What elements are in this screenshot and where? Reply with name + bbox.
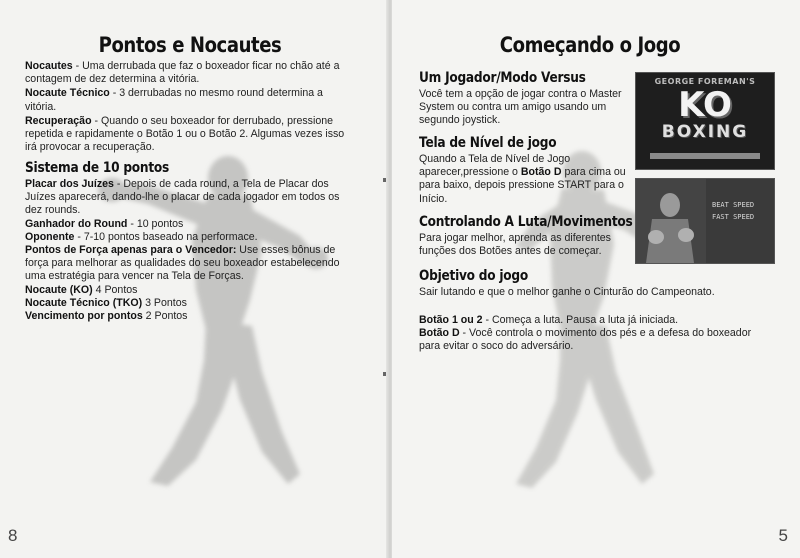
entry-ganhador-round: Ganhador do Round - 10 pontos [25,217,184,230]
game-title-screenshot [635,72,775,170]
binding-mark [383,178,386,182]
section-10-pontos [25,160,355,323]
term-recuperacao: Recuperação [25,114,92,127]
text-objetivo: Sair lutando e que o melhor ganhe o Cinturão do Campeonato. [419,286,715,298]
page-number-left: 8 [8,526,18,545]
page-title-right: Começando o Jogo [499,33,681,57]
boxer-select-screenshot [635,178,775,264]
left-entries [25,60,355,154]
heading-objetivo: Objetivo do jogo [419,268,528,284]
right-title-wrap [410,33,770,57]
entry-recuperacao: Recuperação - Quando o seu boxeador for derrubado, pressione repetida e rapidamente o Botão 1 ou o Botão 2. Algumas vezes isso irá provocar a recuperação. [25,114,345,154]
term-nocautes: Nocautes [25,60,73,72]
entry-ko: Nocaute (KO) 4 Pontos [25,283,138,296]
heading-um-jogador: Um Jogador/Modo Versus [419,70,586,86]
left-page [0,0,388,558]
term-botao-d: Botão D [520,166,562,179]
control-botao-1-2: Botão 1 ou 2 - Começa a luta. Pausa a luta já iniciada. [419,314,679,326]
entry-placar-juizes: Placar dos Juízes - Depois de cada round, a Tela de Placar dos Juízes aparecerá, dando-lhe o placar de cada jogador em todos os dez rounds. [25,178,340,217]
controls-list [419,314,769,354]
left-title-wrap [12,33,368,57]
entry-nocaute-tecnico: Nocaute Técnico - 3 derrubadas no mesmo round determina a vitória. [25,87,323,113]
text-tela-nivel: Quando a Tela de Nível de Jogo aparecer,pressione o Botão D para cima ou para baixo, depois pressione START para o Início. [419,153,626,205]
entry-nocautes: Nocautes - Uma derrubada que faz o boxeador ficar no chão até a contagem de dez determina a vitória. [25,60,340,86]
section-tela-nivel [419,135,631,206]
logo-boxing: BOXING [661,122,749,142]
section-objetivo [419,268,769,299]
logo-ko: KO [678,85,732,125]
control-botao-d: Botão D - Você controla o movimento dos pés e a defesa do boxeador para evitar o soco do adversário. [419,327,752,353]
text-um-jogador: Você tem a opção de jogar contra o Master System ou contra um amigo usando um segundo joystick. [419,88,622,127]
screenshot-bottom-bar [650,153,760,159]
stat-label-2: FAST SPEED [712,213,755,221]
entry-oponente: Oponente - 7-10 pontos baseado na performace. [25,230,258,243]
screenshot-caption-top: GEORGE FOREMAN'S [654,77,756,86]
entry-vencimento-pontos: Vencimento por pontos 2 Pontos [25,310,188,323]
term-nocaute-tecnico: Nocaute Técnico [25,87,110,100]
page-title-left: Pontos e Nocautes [98,33,282,57]
heading-tela-nivel: Tela de Nível de jogo [419,135,557,151]
heading-controlando: Controlando A Luta/Movimentos [419,214,633,230]
right-page [392,0,800,558]
section-um-jogador [419,70,631,128]
entry-pontos-forca: Pontos de Força apenas para o Vencedor: Use esses bônus de força para melhorar as qualidades do seu boxeador estabelecendo uma estratégia para vencer na Tela de Forças. [25,244,340,283]
stat-label-1: BEAT SPEED [712,201,755,209]
entry-tko: Nocaute Técnico (TKO) 3 Pontos [25,296,187,309]
page-number-right: 5 [778,526,788,545]
section-heading-10-pontos: Sistema de 10 pontos [25,160,170,176]
binding-mark [383,372,386,376]
section-controlando [419,214,649,258]
text-controlando: Para jogar melhor, aprenda as diferentes funções dos Botões antes de começar. [419,232,611,258]
